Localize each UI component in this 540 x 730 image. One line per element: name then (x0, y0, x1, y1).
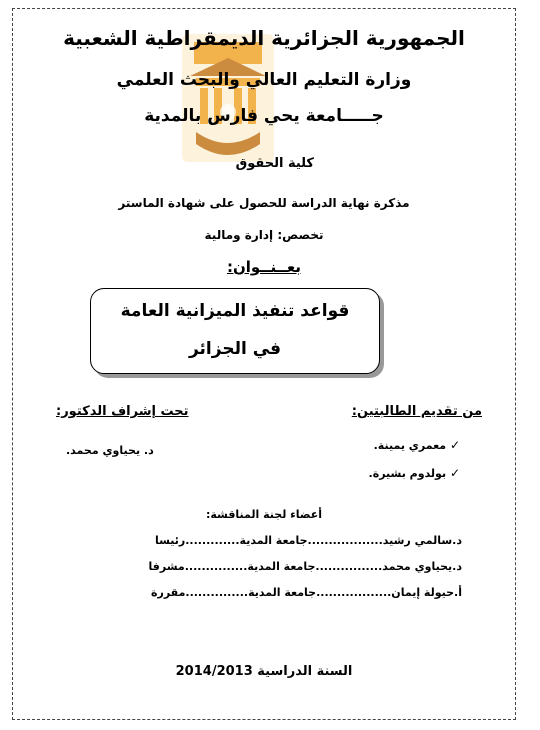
thesis-title-box (90, 288, 380, 374)
academic-year: السنة الدراسية 2014/2013 (175, 664, 353, 679)
student-item (374, 438, 460, 452)
thesis-title-line1: قواعد تنفيذ الميزانية العامة (120, 301, 350, 321)
student-name: بولدوم بشيرة. (368, 467, 447, 480)
students-heading: من تقديم الطالبتين: (351, 404, 482, 419)
committee-heading: أعضاء لجنة المناقشة: (205, 508, 323, 521)
committee-row: د.سالمي رشيد..................جامعة المدية.............رئيسا (154, 534, 462, 547)
thesis-title-line2: في الجزائر (188, 339, 282, 359)
check-mark-icon: ✓ (449, 438, 460, 452)
student-item (369, 466, 460, 480)
memo-line: مذكرة نهاية الدراسة للحصول على شهادة الماستر (118, 196, 410, 210)
supervisor-name: د. يحياوي محمد. (66, 444, 154, 457)
committee-row: د.يحياوي محمد................جامعة المدية...............مشرفا (148, 560, 462, 573)
university-name: جـــــامعة يحي فارس بالمدية (144, 106, 384, 126)
check-mark-icon: ✓ (449, 466, 460, 480)
faculty-name: كلية الحقوق (235, 156, 314, 171)
supervisor-heading: تحت إشراف الدكتور: (56, 404, 189, 419)
ministry-title: وزارة التعليم العالي والبحث العلمي (116, 70, 412, 90)
title-label: بعــنــوان: (226, 258, 302, 276)
student-name: معمري يمينة. (373, 439, 447, 452)
republic-title: الجمهورية الجزائرية الديمقراطية الشعبية (63, 26, 465, 50)
committee-row: أ.حيولة إيمان..................جامعة المدية...............مقررة (151, 586, 462, 599)
specialty-line: تخصص: إدارة ومالية (204, 228, 324, 242)
